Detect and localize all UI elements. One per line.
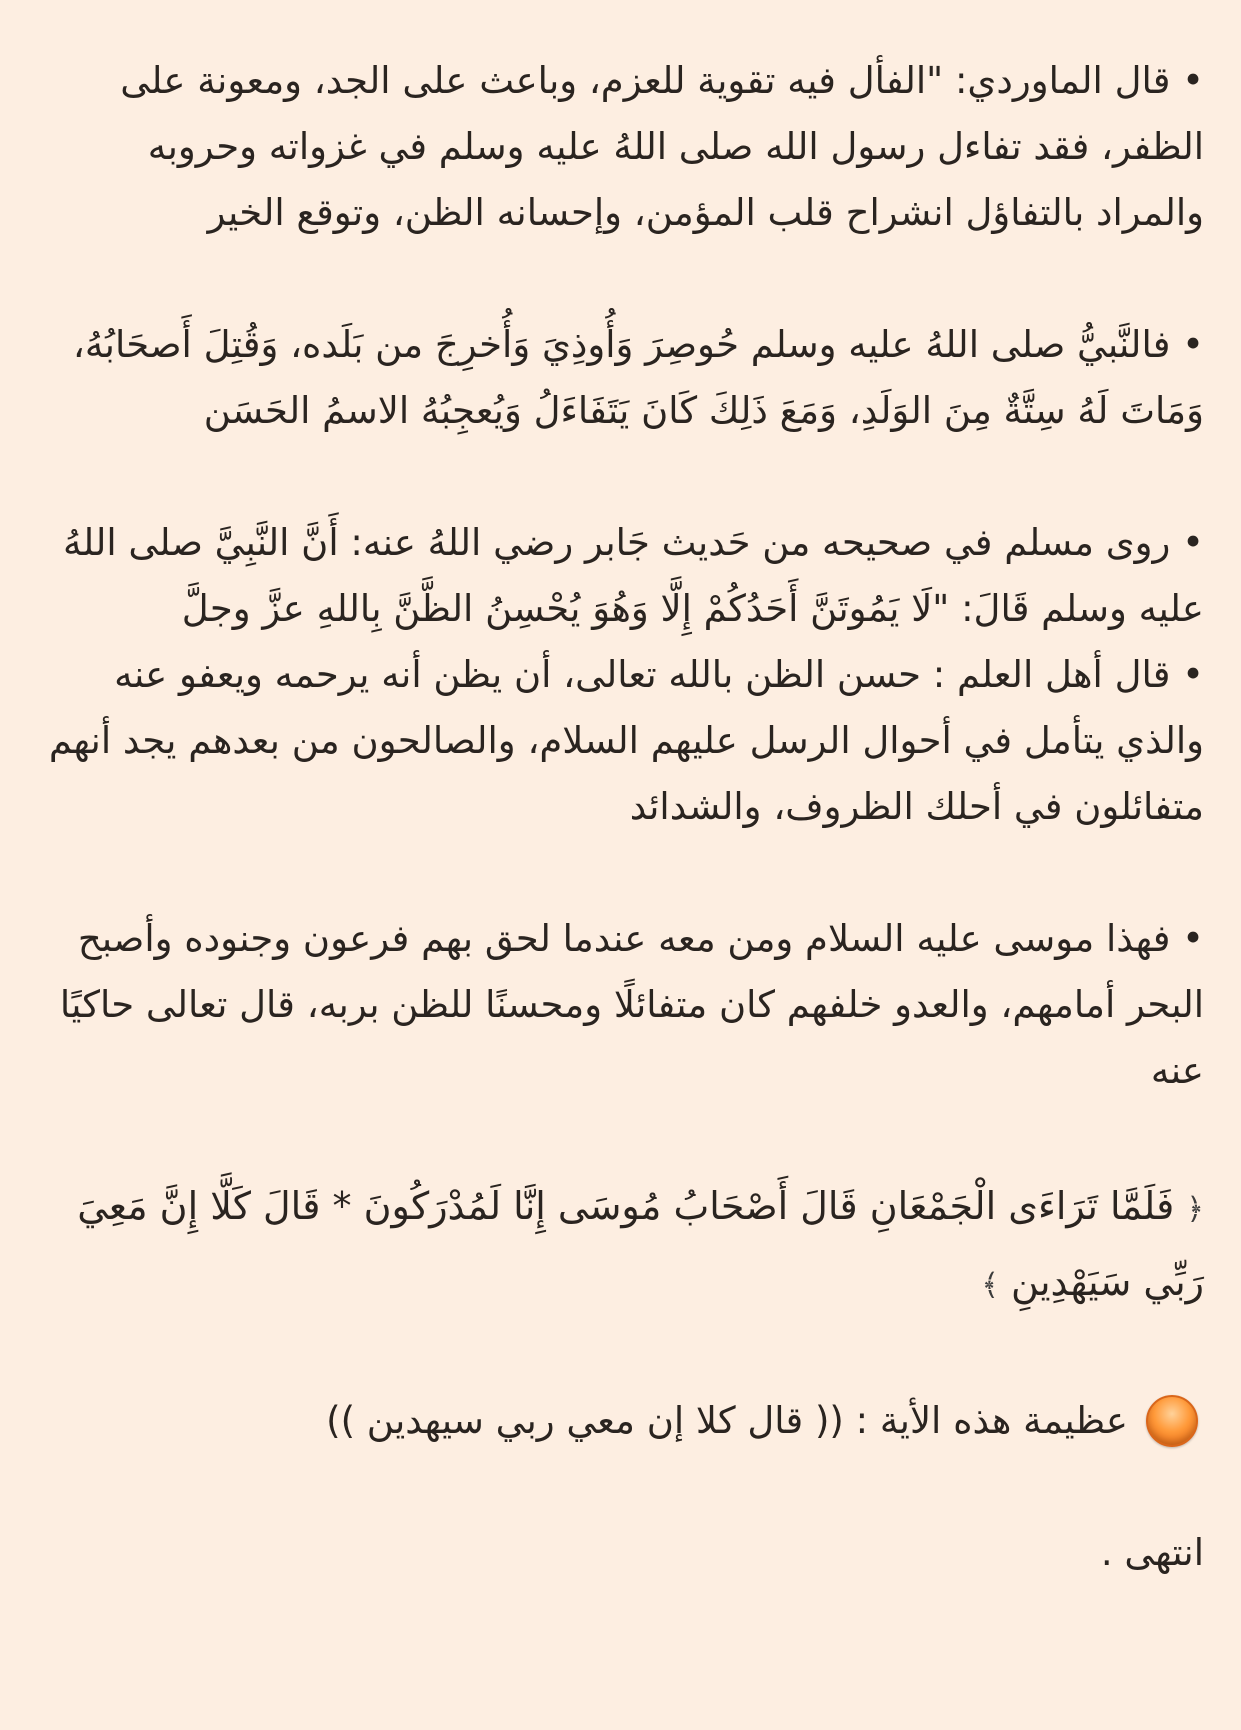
quran-verse-text: فَلَمَّا تَرَاءَى الْجَمْعَانِ قَالَ أَصْحَابُ مُوسَى إِنَّا لَمُدْرَكُونَ * قَالَ كَلَّا إِنَّ مَعِيَ رَبِّي سَيَهْدِينِ [77,1184,1204,1304]
ending-text: انتهى . [1100,1531,1204,1574]
orange-circle-icon [1146,1395,1198,1447]
highlight-line [36,1388,1204,1454]
spacer [36,1322,1204,1388]
spacer [36,840,1204,906]
quran-open-ornament: ﴿ [1186,1192,1204,1227]
spacer [36,246,1204,312]
highlight-text: عظيمة هذه الأية : (( قال كلا إن معي ربي سيهدين )) [326,1399,1128,1442]
paragraph-scholars: • قال أهل العلم : حسن الظن بالله تعالى، أن يظن أنه يرحمه ويعفو عنه والذي يتأمل في أحوال الرسل عليهم السلام، والصالحون من بعدهم يجد أنهم متفائلون في أحلك الظروف، والشدائد [48,653,1204,828]
paragraph-muslim-hadith: • روى مسلم في صحيحه من حَديث جَابر رضي اللهُ عنه: أَنَّ النَّبِيَّ صلى اللهُ عليه وسلم قَالَ: "لَا يَمُوتَنَّ أَحَدُكُمْ إِلَّا وَهُوَ يُحْسِنُ الظَّنَّ بِاللهِ عزَّ وجلَّ [63,521,1204,630]
spacer [36,1104,1204,1170]
quran-verse [36,1170,1204,1322]
spacer [36,1454,1204,1520]
document-body [36,48,1204,1586]
paragraph-prophet-optimism: • فالنَّبيُّ صلى اللهُ عليه وسلم حُوصِرَ وَأُوذِيَ وَأُخرِجَ من بَلَده، وَقُتِلَ أَصحَابُهُ، وَمَاتَ لَهُ سِتَّةٌ مِنَ الوَلَدِ، وَمَعَ ذَلِكَ كَانَ يَتَفَاءَلُ وَيُعجِبُهُ الاسمُ الحَسَن [72,323,1204,432]
quran-close-ornament: ﴾ [981,1268,999,1303]
spacer [36,444,1204,510]
paragraph-musa: • فهذا موسى عليه السلام ومن معه عندما لحق بهم فرعون وجنوده وأصبح البحر أمامهم، والعدو خلفهم كان متفائلًا ومحسنًا للظن بربه، قال تعالى حاكيًا عنه [59,917,1204,1092]
paragraph-mawardi: • قال الماوردي: "الفأل فيه تقوية للعزم، وباعث على الجد، ومعونة على الظفر، فقد تفاءل رسول الله صلى اللهُ عليه وسلم في غزواته وحروبه والمراد بالتفاؤل انشراح قلب المؤمن، وإحسانه الظن، وتوقع الخير [120,59,1204,234]
